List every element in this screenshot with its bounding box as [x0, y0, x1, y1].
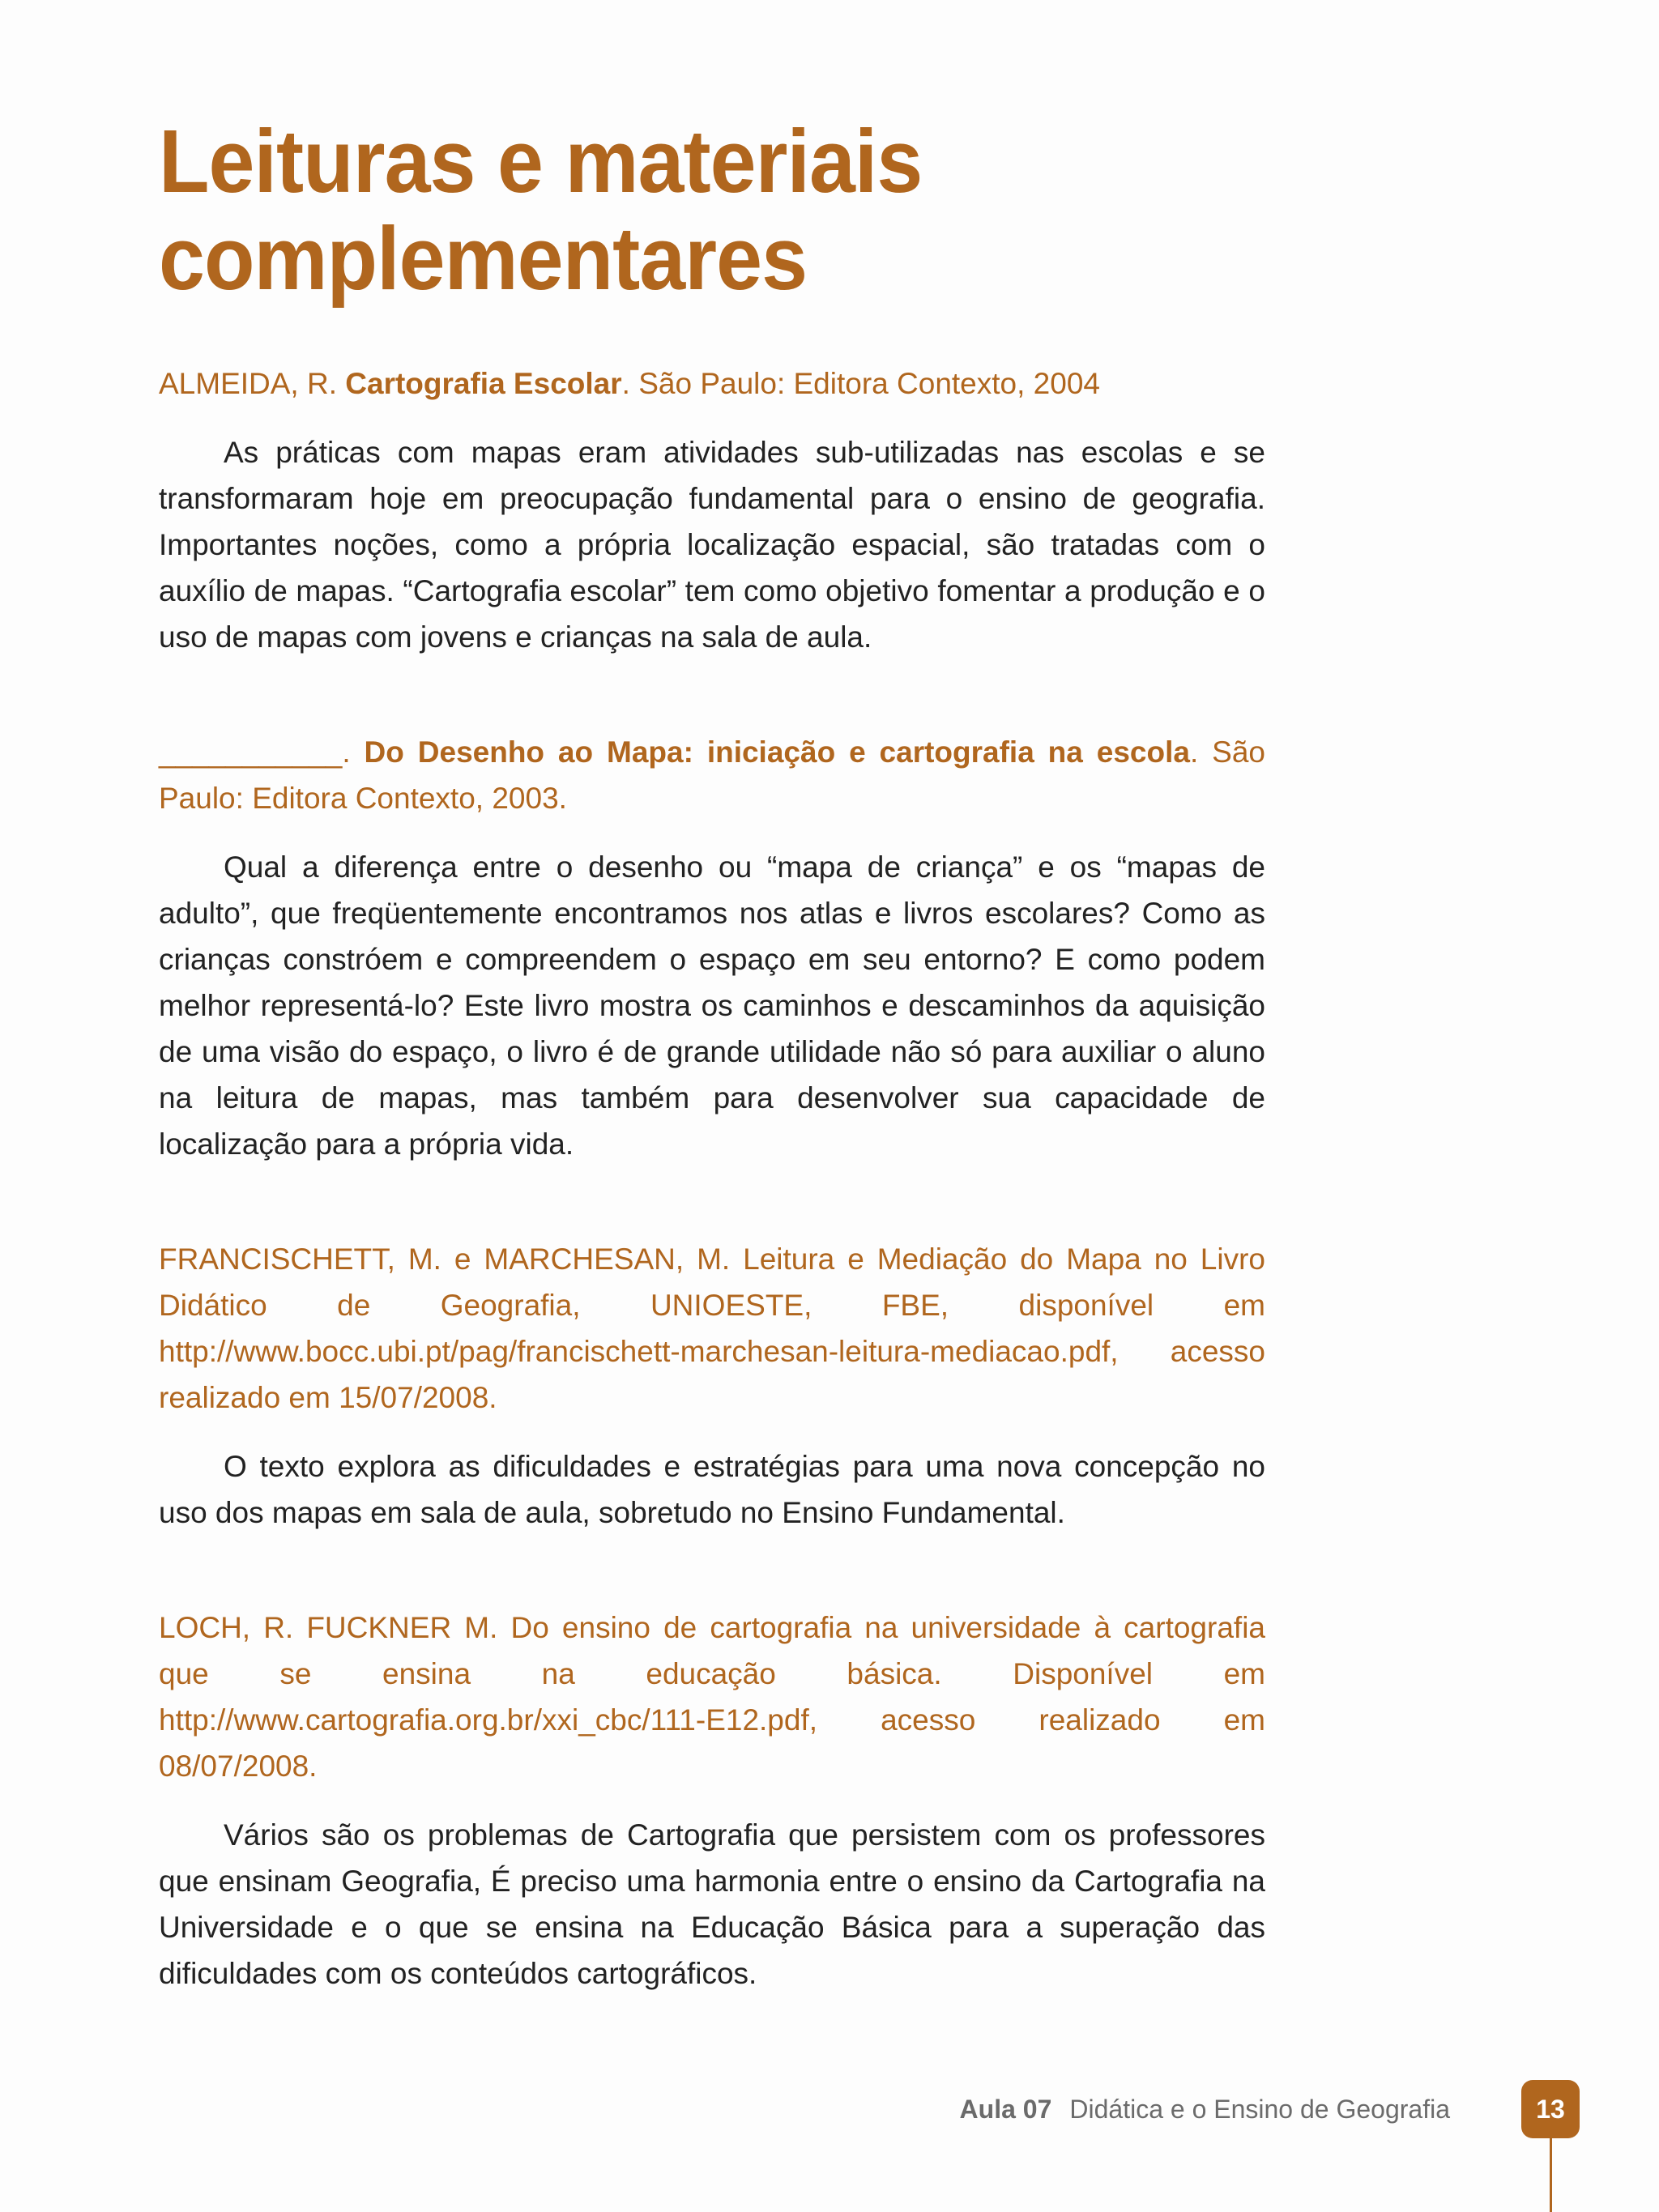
page-number-badge: 13: [1521, 2080, 1580, 2138]
reference-description: O texto explora as dificuldades e estratégias para uma nova concepção no uso dos mapas em sala de aula, sobretudo no Ensino Fundamental.: [159, 1450, 1265, 1529]
reference-publisher: . São Paulo: Editora Contexto, 2003.: [159, 735, 1265, 815]
reference-description: Vários são os problemas de Cartografia que persistem com os professores que ensinam Geografia, É preciso uma harmonia entre o ensino da Cartografia na Universidade e o que se ensina na Educação Básica para a superação das dificuldades com os conteúdos cartográficos.: [159, 1818, 1265, 1990]
reference-author: LOCH, R. FUCKNER M. Do ensino de cartografia na universidade à cartografia que se ensina na educação básica. Disponível em http://www.cartografia.org.br/xxi_cbc/111-E12.pdf, acesso realizado em 08/07/2008.: [159, 1611, 1265, 1783]
reference-author: ALMEIDA, R.: [159, 367, 346, 400]
reference-book-title: Cartografia Escolar: [345, 367, 622, 400]
reading-entry: [159, 1236, 1265, 1536]
reference-description: As práticas com mapas eram atividades sub-utilizadas nas escolas e se transformaram hoje em preocupação fundamental para o ensino de geografia. Importantes noções, como a própria localização espacial, são tratadas com o auxílio de mapas. “Cartografia escolar” tem como objetivo fomentar a produção e o uso de mapas com jovens e crianças na sala de aula.: [159, 436, 1265, 654]
reference-description: Qual a diferença entre o desenho ou “mapa de criança” e os “mapas de adulto”, que freqüentemente encontramos nos atlas e livros escolares? Como as crianças constróem e compreendem o espaço em seu entorno? E como podem melhor representá-lo? Este livro mostra os caminhos e descaminhos da aquisição de uma visão do espaço, o livro é de grande utilidade não só para auxiliar o aluno na leitura de mapas, mas também para desenvolver sua capacidade de localização para a própria vida.: [159, 850, 1265, 1161]
reading-entry: [159, 729, 1265, 1167]
reading-entry: [159, 360, 1265, 660]
footer-lesson: Aula 07: [959, 2095, 1052, 2124]
reference-author: FRANCISCHETT, M. e MARCHESAN, M. Leitura e Mediação do Mapa no Livro Didático de Geografia, UNIOESTE, FBE, disponível em http://www.bocc.ubi.pt/pag/francischett-marchesan-leitura-mediacao.pdf, acesso realizado em 15/07/2008.: [159, 1242, 1265, 1414]
reference-citation: [159, 360, 1265, 407]
page-footer: [960, 2093, 1450, 2125]
reading-list: [159, 360, 1265, 1997]
reading-entry: [159, 1605, 1265, 1997]
page-title: Leituras e materiais complementares: [159, 112, 923, 309]
reference-citation: [159, 729, 1265, 821]
reference-book-title: Do Desenho ao Mapa: iniciação e cartografia na escola: [364, 735, 1190, 769]
reference-publisher: . São Paulo: Editora Contexto, 2004: [621, 367, 1100, 400]
reference-citation: [159, 1605, 1265, 1789]
page-number-line: [1550, 2138, 1552, 2212]
footer-course-title: Didática e o Ensino de Geografia: [1069, 2095, 1450, 2124]
reference-author: ___________.: [159, 735, 365, 769]
reference-citation: [159, 1236, 1265, 1421]
